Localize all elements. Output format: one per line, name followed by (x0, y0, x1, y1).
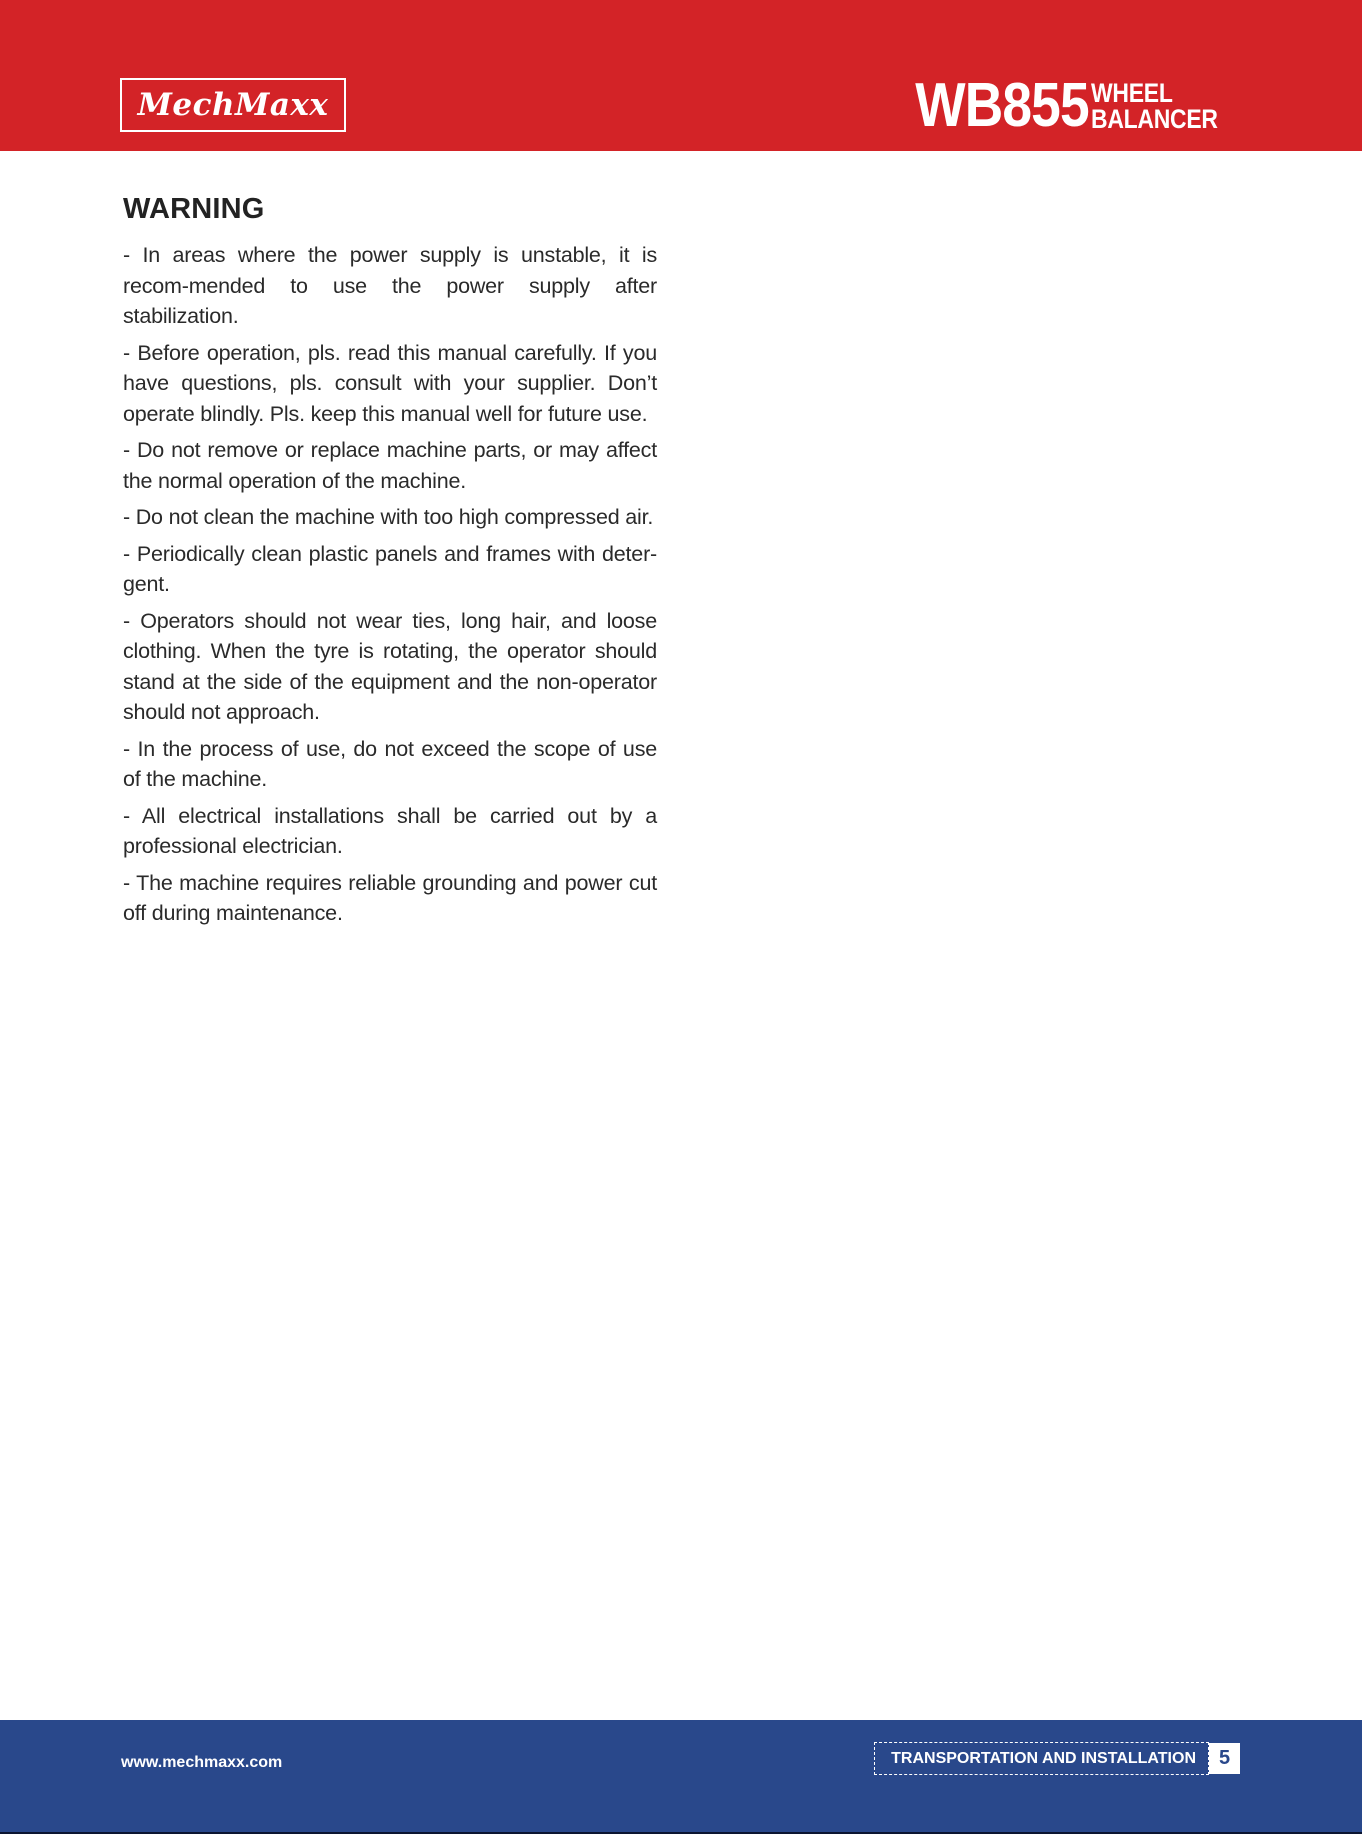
page-number: 5 (1209, 1743, 1240, 1774)
product-name-line2: BALANCER (1090, 104, 1218, 134)
brand-logo (120, 78, 346, 132)
warning-item: - Operators should not wear ties, long hair, and loose clothing. When the tyre is rotating, the operator should stand at the side of the equipment and the non-operator should not approach. (123, 608, 657, 724)
warning-section (123, 190, 657, 935)
section-label: TRANSPORTATION AND INSTALLATION (874, 1742, 1209, 1775)
website-link[interactable]: www.mechmaxx.com (121, 1754, 283, 1771)
section-title: WARNING (123, 193, 265, 225)
product-name-line1: WHEEL (1090, 78, 1173, 108)
footer-section-indicator (874, 1742, 1240, 1775)
page-footer (0, 1720, 1362, 1834)
brand-logo-text: MechMaxx (137, 86, 329, 123)
warning-item: - Before operation, pls. read this manual carefully. If you have questions, pls. consult with your supplier. Don’t operate blindly. Pls. keep this manual well for future use. (123, 340, 657, 426)
warning-item: - Do not clean the machine with too high compressed air. (123, 505, 654, 529)
product-name (1091, 80, 1218, 132)
warning-item: - Do not remove or replace machine parts, or may affect the normal operation of the machine. (123, 438, 657, 493)
warning-item: - Periodically clean plastic panels and frames with deter-gent. (123, 541, 657, 596)
product-title (887, 71, 1240, 140)
warning-list (123, 240, 657, 929)
warning-item: - The machine requires reliable grounding and power cut off during maintenance. (123, 870, 657, 925)
warning-item: - In areas where the power supply is unstable, it is recom-mended to use the power supply after stabilization. (123, 243, 657, 328)
warning-item: - In the process of use, do not exceed the scope of use of the machine. (123, 736, 657, 791)
product-code: WB855 (915, 71, 1089, 140)
warning-item: - All electrical installations shall be carried out by a professional electrician. (123, 803, 657, 858)
page-header (0, 0, 1362, 151)
